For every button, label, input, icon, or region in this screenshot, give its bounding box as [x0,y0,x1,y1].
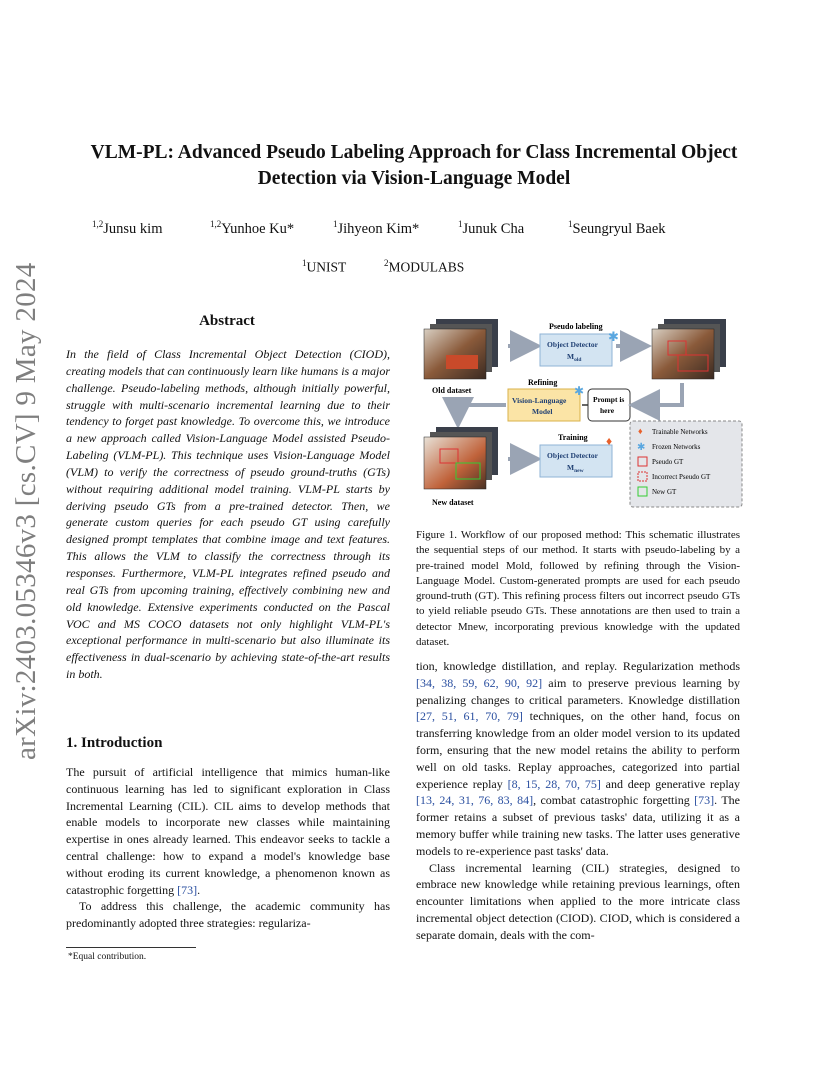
citation-link[interactable]: [8, 15, 28, 70, 75] [507,776,601,791]
legend-incorrect: Incorrect Pseudo GT [652,473,711,481]
legend-flame-icon: ♦ [638,426,643,436]
author-3: $^1$Jihyeon Kim* [333,219,420,237]
prompt-box [588,389,630,421]
citation-link[interactable]: [73] [177,882,198,897]
legend-trainable: Trainable Networks [652,428,708,436]
prompt-label-2: here [600,406,615,415]
right-column-text [416,658,740,944]
object-detector-new-label: Object Detector [547,451,599,460]
legend-frozen: Frozen Networks [652,443,701,451]
legend-frozen-icon: ✱ [637,442,646,453]
citation-link[interactable]: [73] [694,793,715,808]
paper-title: VLM-PL: Advanced Pseudo Labeling Approach for Class Incremental Object Detection via Vision-Language Model [90,142,738,189]
intro-paragraph-2: To address this challenge, the academic community has predominantly adopted three strategies: regulariza- [66,899,390,931]
legend-new: New GT [652,488,677,496]
pseudo-labeled-images [652,319,726,379]
workflow-diagram [416,311,748,519]
intro-paragraph-1: The pursuit of artificial intelligence that mimics human-like continuous learning has led to significant exploration in Class Incremental Learning (CIL). CIL aims to develop methods that enable models to incorporate new classes while maintaining expertise in ones already learned. This endeavor seeks to tackle a central challenge: how to expand a model's knowledge base without eroding its current knowledge, a phenomenon known as catastrophic forgetting [66,765,390,897]
frozen-icon: ✱ [608,329,619,344]
right-paragraph-2: Class incremental learning (CIL) strategies, designed to embrace new knowledge while retaining previous learnings, often encounter limitations when applied to the more intricate class incremental object detection (CIOD). CIOD, which is considered a separate domain, deals with the com- [416,860,740,942]
abstract-text: In the field of Class Incremental Object Detection (CIOD), creating models that can continuously learn like humans is a major challenge. Pseudo-labeling methods, although initially powerful, struggle with multi-scenario incremental learning due to their tendency to forget past knowledge. To overcome this, we introduce a new approach called Vision-Language Model assisted Pseudo-Labeling (VLM-PL). This technique uses Vision-Language Model (VLM) to verify the correctness of pseudo ground-truths (GTs) without requiring additional model training. VLM-PL starts by deriving pseudo GTs from a pre-trained detector. Then, we generate custom queries for each pseudo GT using carefully designed prompt templates that combine image and text features. This allows the VLM to classify the correctness through its responses. Furthermore, VLM-PL integrates refined pseudo and real GTs from upcoming training, effectively combining new and old knowledge. Extensive experiments conducted on the Pascal VOC and MS COCO datasets not only highlight VLM-PL's exceptional performance in multi-scenario but also illuminate its effectiveness in dual-scenario by achieving state-of-the-art results in both. [66,347,390,682]
old-dataset-label: Old dataset [432,386,472,395]
refining-label: Refining [528,378,558,387]
vlm-frozen-icon: ✱ [574,384,585,398]
citation-link[interactable]: [27, 51, 61, 70, 79] [416,709,523,724]
author-2: $^{1,2}$Yunhoe Ku* [210,219,295,237]
old-dataset-images [424,319,498,379]
citation-link[interactable]: [13, 24, 31, 76, 83, 84] [416,793,534,808]
author-1: $^{1,2}$Junsu kim [92,219,163,237]
introduction-text: The pursuit of artificial intelligence that mimics human-like continuous learning has led to significant exploration in Class Incremental Learning (CIL). CIL aims to develop methods that enable models to incorporate new classes while maintaining expertise in ones already learned. This endeavor seeks to tackle a central challenge: how to expand a model's knowledge base without eroding its current knowledge, a phenomenon known as catastrophic forgetting [73]. To address this challenge, the academic community has predominantly adopted three strategies: regulariza- [66,765,390,931]
figure-caption: Figure 1. Workflow of our proposed method: This schematic illustrates the sequential steps of our method. It starts with pseudo-labeling by a pre-trained model Mold, followed by refining through the Vision-Language Model. Custom-generated prompts are used for each pseudo ground-truth (GT). This refining process filters out incorrect pseudo GTs to yield reliable pseudo GTs. These annotations are then used to train a detector Mnew, incorporating previous knowledge with the updated dataset. [416,529,740,649]
abstract-heading: Abstract [199,313,255,329]
workflow-figure [416,311,748,519]
footnote-rule [66,947,196,948]
m-old-label: $M_{old}$ [567,352,582,363]
m-new-label: $M_{new}$ [567,463,584,474]
right-paragraph-1: tion, knowledge distillation, and replay. Regularization methods [34, 38, 59, 62, 90, 92] aim to preserve previous learning by penalizing changes to critical parameters. Knowledge distillation [27, 51, 61, 70, 79] techniques, on the other hand, focus on transferring knowledge from an older model version to its updated form, ensuring that the new model retains the ability to perform well on old tasks. Replay approaches, categorized into partial experience replay [8, 15, 28, 70, 75] and deep generative replay [13, 24, 31, 76, 83, 84], combat catastrophic forgetting [73]. The former retains a subset of previous tasks' data, utilizing it as a memory buffer while training new tasks. The latter uses generative models to re-experience past tasks' data. [416,659,741,858]
pseudo-labeling-label: Pseudo labeling [549,322,603,331]
vlm-label-2: Model [532,407,553,416]
affiliation-1: $^1$UNIST [302,258,347,275]
arxiv-identifier: arXiv:2403.05346v3 [cs.CV] 9 May 2024 [10,262,42,760]
vlm-box [508,389,580,421]
introduction-heading: 1. Introduction [66,735,163,751]
prompt-label-1: Prompt is [593,395,625,404]
new-dataset-label: New dataset [432,498,474,507]
affiliation-2: $^2$MODULABS [384,258,465,275]
vlm-label-1: Vision-Language [512,396,567,405]
new-dataset-images [424,427,498,489]
legend-pseudo: Pseudo GT [652,458,684,466]
author-5: $^1$Seungryul Baek [568,219,666,237]
training-label: Training [558,433,588,442]
footnote: *Equal contribution. [68,952,147,962]
flame-icon: ♦ [606,434,613,448]
author-4: $^1$Junuk Cha [458,219,525,237]
object-detector-label: Object Detector [547,340,599,349]
citation-link[interactable]: [34, 38, 59, 62, 90, 92] [416,675,543,690]
